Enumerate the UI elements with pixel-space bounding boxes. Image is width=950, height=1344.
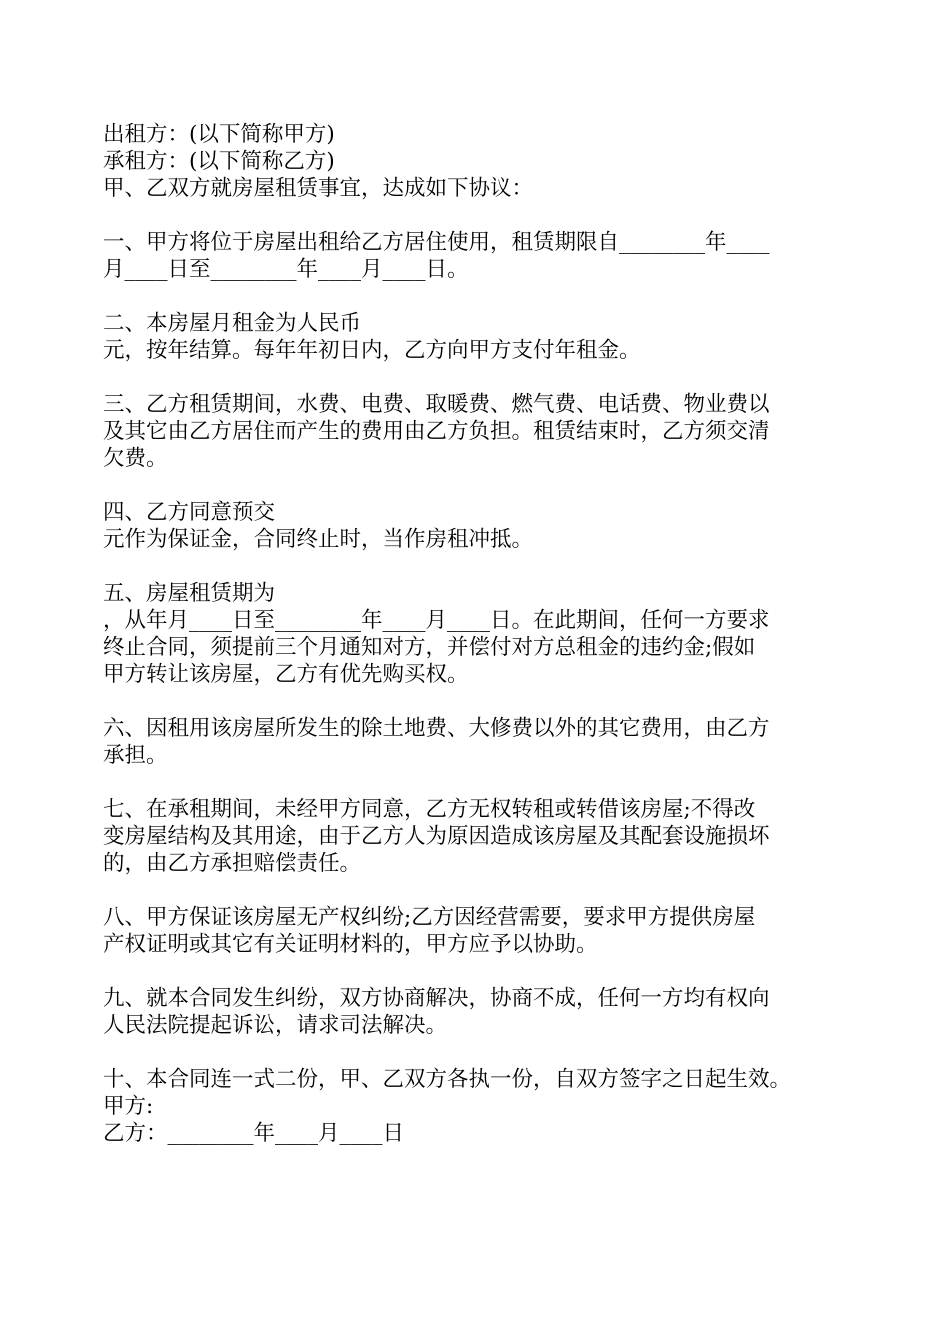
text-line: 四、乙方同意预交 bbox=[103, 500, 276, 525]
text-line: 七、在承租期间，未经甲方同意，乙方无权转租或转借该房屋;不得改 bbox=[103, 797, 756, 822]
text-line: 甲、乙双方就房屋租赁事宜，达成如下协议： bbox=[103, 176, 534, 201]
text-line: ，从年月____日至________年____月____日。在此期间，任何一方要求 bbox=[103, 608, 770, 633]
text-line: 九、就本合同发生纠纷，双方协商解决，协商不成，任何一方均有权向 bbox=[103, 986, 770, 1011]
text-line: 六、因租用该房屋所发生的除土地费、大修费以外的其它费用，由乙方 bbox=[103, 716, 770, 741]
text-line: 承租方：(以下简称乙方) bbox=[103, 149, 335, 174]
text-line: 元作为保证金，合同终止时，当作房租冲抵。 bbox=[103, 527, 534, 552]
text-line: 三、乙方租赁期间，水费、电费、取暖费、燃气费、电话费、物业费以 bbox=[103, 392, 770, 417]
text-line: 乙方：________年____月____日 bbox=[103, 1121, 405, 1146]
blank-line bbox=[103, 769, 863, 796]
text-line: 产权证明或其它有关证明材料的，甲方应予以协助。 bbox=[103, 932, 598, 957]
text-line: 承担。 bbox=[103, 743, 168, 768]
blank-line bbox=[103, 472, 863, 499]
blank-line bbox=[103, 877, 863, 904]
text-line: 五、房屋租赁期为 bbox=[103, 581, 276, 606]
blank-line bbox=[103, 688, 863, 715]
blank-line bbox=[103, 1039, 863, 1066]
text-line: 变房屋结构及其用途，由于乙方人为原因造成该房屋及其配套设施损坏 bbox=[103, 824, 770, 849]
contract-document bbox=[103, 121, 863, 1147]
text-line: 甲方转让该房屋，乙方有优先购买权。 bbox=[103, 662, 469, 687]
text-line: 甲方: bbox=[103, 1094, 154, 1119]
text-line: 欠费。 bbox=[103, 446, 168, 471]
text-line: 及其它由乙方居住而产生的费用由乙方负担。租赁结束时，乙方须交清 bbox=[103, 419, 770, 444]
text-line: 八、甲方保证该房屋无产权纠纷;乙方因经营需要，要求甲方提供房屋 bbox=[103, 905, 756, 930]
text-line: 十、本合同连一式二份，甲、乙双方各执一份，自双方签字之日起生效。 bbox=[103, 1067, 792, 1092]
blank-line bbox=[103, 202, 863, 229]
text-line: 出租方：(以下简称甲方) bbox=[103, 122, 335, 147]
blank-line bbox=[103, 283, 863, 310]
text-line: 元，按年结算。每年年初日内，乙方向甲方支付年租金。 bbox=[103, 338, 641, 363]
text-line: 人民法院提起诉讼，请求司法解决。 bbox=[103, 1013, 448, 1038]
blank-line bbox=[103, 364, 863, 391]
blank-line bbox=[103, 958, 863, 985]
text-line: 二、本房屋月租金为人民币 bbox=[103, 311, 362, 336]
blank-line bbox=[103, 553, 863, 580]
text-line: 一、甲方将位于房屋出租给乙方居住使用，租赁期限自________年____ bbox=[103, 230, 770, 255]
text-line: 月____日至________年____月____日。 bbox=[103, 257, 469, 282]
text-line: 终止合同，须提前三个月通知对方，并偿付对方总租金的违约金;假如 bbox=[103, 635, 756, 660]
text-line: 的，由乙方承担赔偿责任。 bbox=[103, 851, 362, 876]
